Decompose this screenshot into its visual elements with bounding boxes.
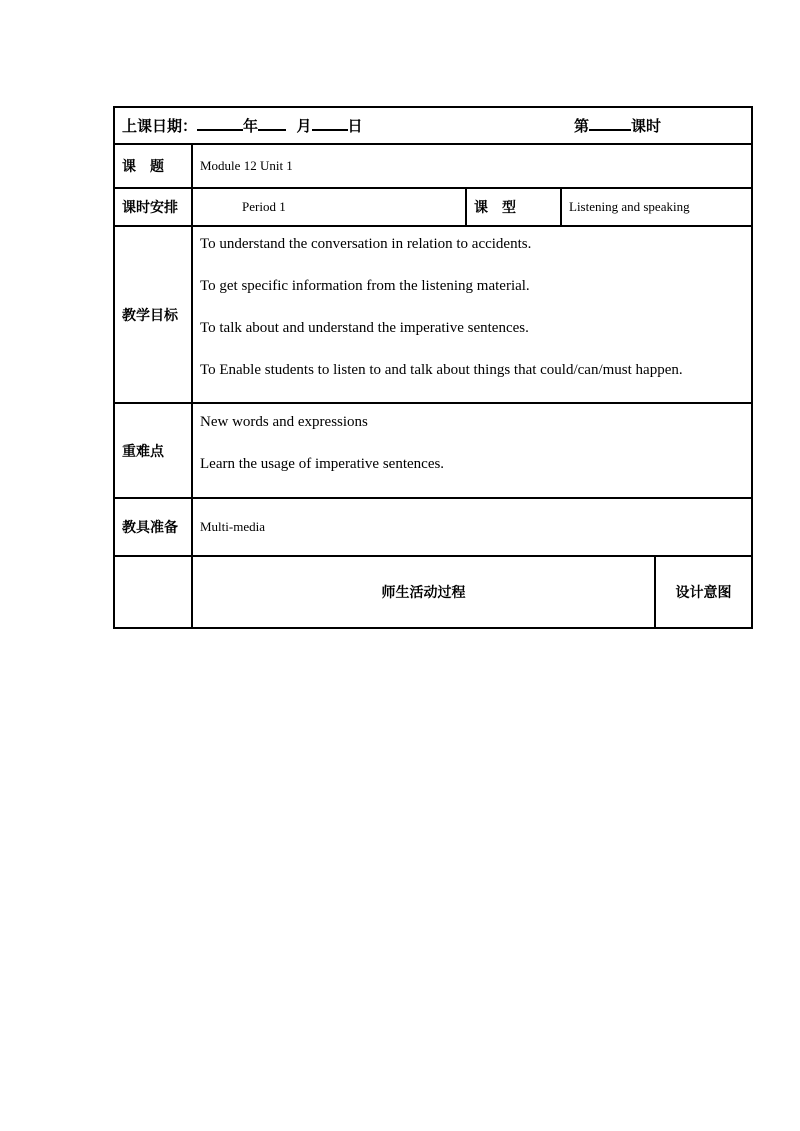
tools-value: Multi-media: [192, 498, 752, 556]
type-label: 课 型: [466, 188, 561, 226]
topic-value: Module 12 Unit 1: [192, 144, 752, 188]
date-cell: [114, 107, 752, 144]
day-blank: [312, 115, 348, 131]
period-blank: [589, 115, 631, 131]
day-label: 日: [347, 117, 363, 135]
date-label: 上课日期：: [122, 117, 198, 135]
topic-label: 课 题: [114, 144, 192, 188]
goal-item: To Enable students to listen to and talk about things that could/can/must happen.: [200, 362, 683, 378]
arrangement-label: 课时安排: [114, 188, 192, 226]
tools-label: 教具准备: [114, 498, 192, 556]
focus-row: [114, 403, 752, 498]
process-empty-cell: [114, 556, 192, 628]
focus-label: 重难点: [114, 403, 192, 498]
period-prefix: 第: [574, 117, 590, 135]
period-value: Period 1: [192, 188, 466, 226]
type-value: Listening and speaking: [561, 188, 752, 226]
period-suffix: 课时: [631, 117, 662, 135]
intent-header: 设计意图: [655, 556, 752, 628]
date-line: [122, 115, 363, 136]
focus-item: New words and expressions: [200, 414, 368, 430]
goals-label: 教学目标: [114, 226, 192, 403]
activity-header: 师生活动过程: [192, 556, 655, 628]
focus-content: [192, 403, 752, 498]
goal-item: To talk about and understand the imperative sentences.: [200, 320, 529, 336]
goals-row: [114, 226, 752, 403]
focus-item: Learn the usage of imperative sentences.: [200, 456, 445, 472]
date-row: [114, 107, 752, 144]
focus-list: [200, 412, 751, 474]
lesson-plan-sheet: [113, 106, 751, 629]
arrangement-row: [114, 188, 752, 226]
month-blank: [258, 115, 286, 131]
year-blank: [197, 115, 243, 131]
goals-list: [200, 234, 751, 380]
year-label: 年: [243, 117, 259, 135]
lesson-plan-table: [113, 106, 753, 629]
period-line: [574, 115, 661, 136]
goal-item: To get specific information from the listening material.: [200, 278, 530, 294]
goal-item: To understand the conversation in relation to accidents.: [200, 236, 532, 252]
month-label: 月: [296, 117, 312, 135]
topic-row: [114, 144, 752, 188]
process-row: [114, 556, 752, 628]
goals-content: [192, 226, 752, 403]
tools-row: [114, 498, 752, 556]
